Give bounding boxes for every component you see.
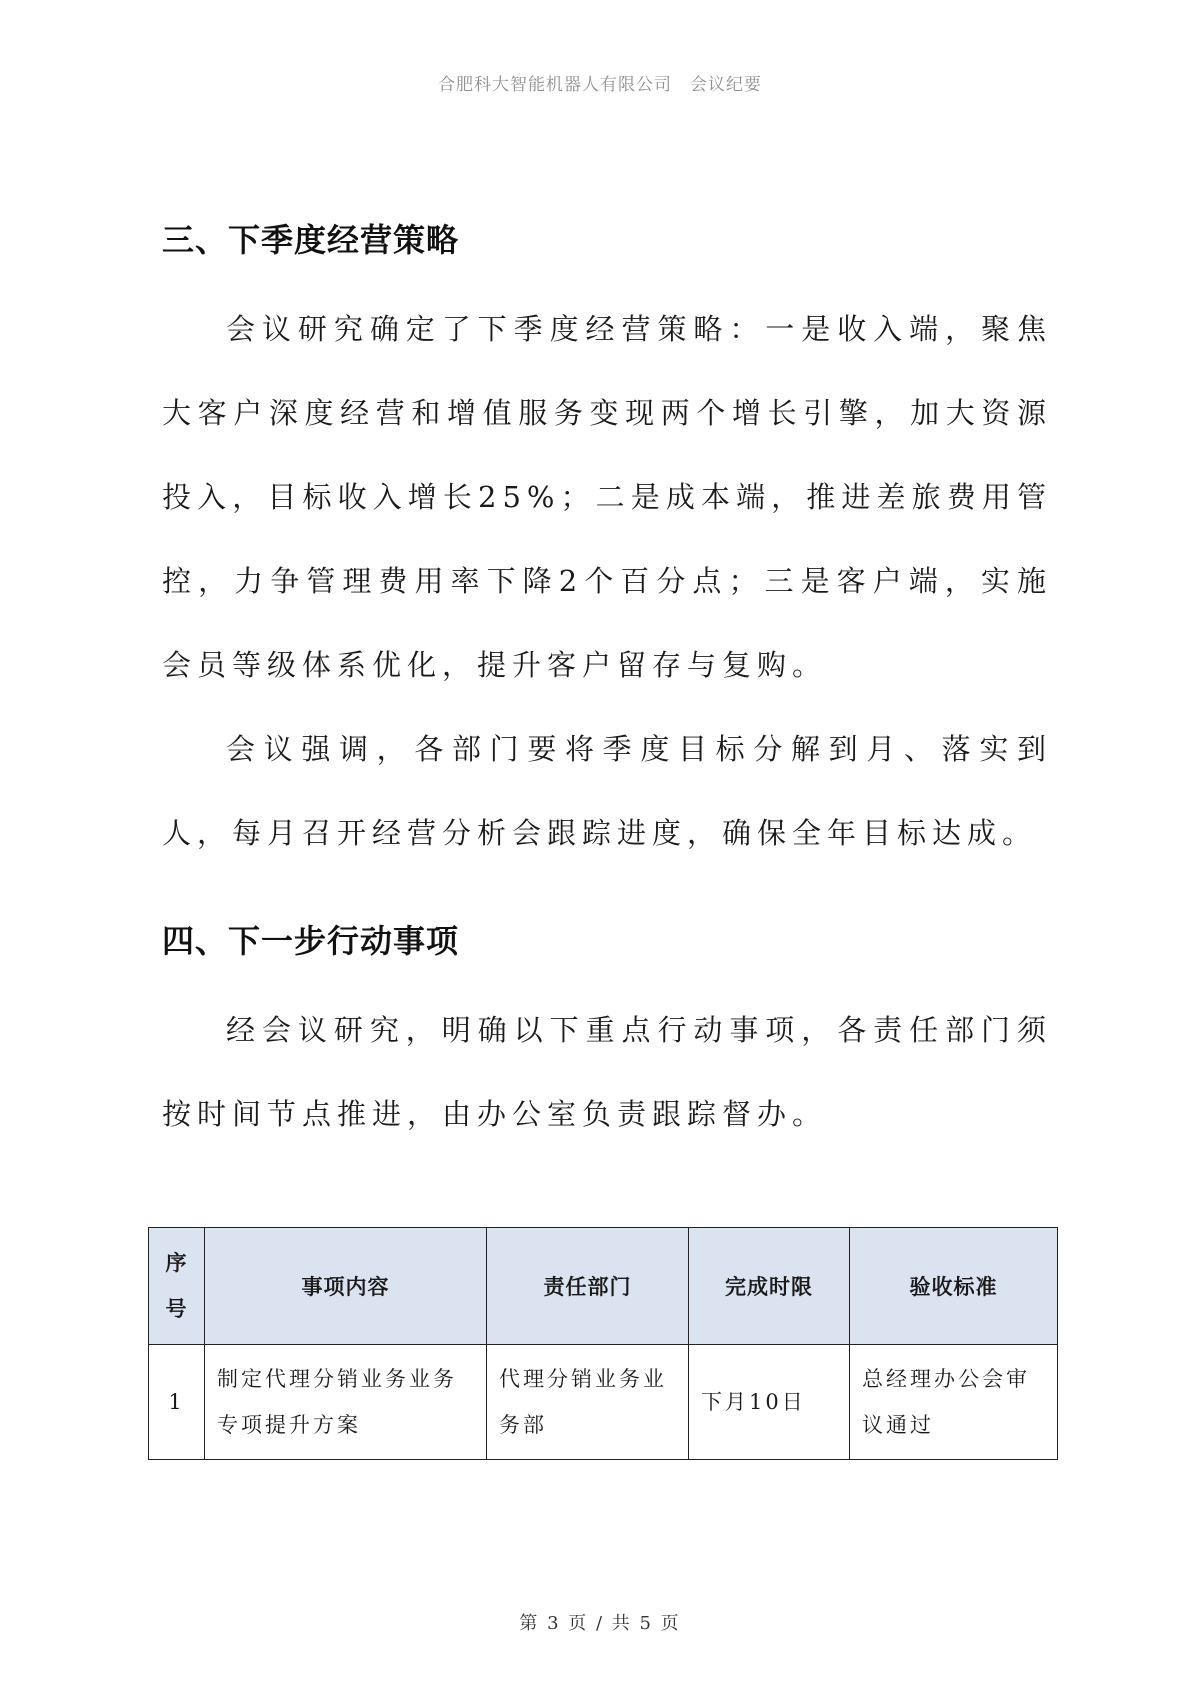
emphasis-paragraph: 会议强调，各部门要将季度目标分解到月、落实到人，每月召开经营分析会跟踪进度，确保全年目标达成。 [162, 732, 1052, 850]
cell-criteria: 总经理办公会审议通过 [850, 1345, 1058, 1460]
cell-dept: 代理分销业务业务部 [487, 1345, 689, 1460]
cell-no: 1 [149, 1345, 205, 1460]
header-company: 合肥科大智能机器人有限公司 [438, 75, 672, 95]
cell-content: 制定代理分销业务业务专项提升方案 [205, 1345, 487, 1460]
page-header [0, 70, 1200, 95]
header-deadline: 完成时限 [689, 1228, 850, 1345]
header-content: 事项内容 [205, 1228, 487, 1345]
header-no-text: 序号 [165, 1251, 188, 1321]
actions-intro-paragraph: 经会议研究，明确以下重点行动事项，各责任部门须按时间节点推进，由办公室负责跟踪督办。 [162, 1013, 1052, 1131]
strategy-paragraph: 会议研究确定了下季度经营策略：一是收入端，聚焦大客户深度经营和增值服务变现两个增长引擎，加大资源投入，目标收入增长25%；二是成本端，推进差旅费用管控，力争管理费用率下降2个百分点；三是客户端，实施会员等级体系优化，提升客户留存与复购。 [162, 312, 1052, 682]
section-title-strategy: 三、下季度经营策略 [162, 221, 460, 259]
header-doc-type: 会议纪要 [690, 75, 762, 95]
header-criteria: 验收标准 [850, 1228, 1058, 1345]
table-header-row [149, 1228, 1058, 1345]
section-title-actions: 四、下一步行动事项 [162, 922, 460, 960]
cell-deadline: 下月10日 [689, 1345, 850, 1460]
header-dept: 责任部门 [487, 1228, 689, 1345]
page-number: 第 3 页 / 共 5 页 [519, 1613, 681, 1634]
action-items-table [148, 1227, 1058, 1460]
header-no [149, 1228, 205, 1345]
table-row [149, 1345, 1058, 1460]
